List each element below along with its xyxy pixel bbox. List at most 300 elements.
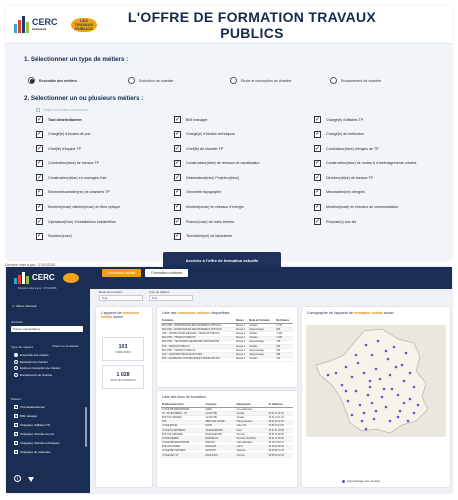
job-checkbox-label: Mécanicien(ne) d'engins xyxy=(326,190,365,195)
formations-list-card xyxy=(157,307,297,387)
map-location-dot[interactable] xyxy=(393,346,396,349)
table-cell: LYCEE DU BATIMENT xyxy=(161,428,204,432)
map-location-dot[interactable] xyxy=(413,386,416,389)
table-cell: BAC PRO - TRAVAUX PUBLICS xyxy=(161,336,235,340)
job-checkbox-item[interactable] xyxy=(36,160,174,167)
table-header-cell[interactable]: Etablissement privé xyxy=(161,403,204,408)
home-icon: ⌂ xyxy=(12,303,15,308)
table-cell: Haute-Garonne xyxy=(236,420,268,424)
sidebar-job-type-radio[interactable] xyxy=(14,373,52,377)
job-checkbox-item[interactable] xyxy=(174,204,314,211)
table-cell: BTS - GEOMETRE TOPOGRAPHE ET MODELISATION xyxy=(161,357,235,361)
checkbox[interactable]: ✓ xyxy=(36,233,43,240)
job-checkbox-label: Préposé(e) aux tirs xyxy=(326,219,357,224)
map-location-dot[interactable] xyxy=(351,376,354,379)
checkbox[interactable]: ✓ xyxy=(174,116,181,123)
checkbox[interactable]: ✓ xyxy=(174,189,181,196)
table-cell: Loire-Atlantique xyxy=(236,441,268,445)
map-location-dot[interactable] xyxy=(371,402,374,405)
checkbox[interactable]: ✓ xyxy=(14,413,18,418)
job-checkbox-label: Géomètre topographe xyxy=(186,190,222,195)
job-checkbox-label: Constructeur(trice) de réseaux de canalisation xyxy=(186,161,260,166)
checkbox[interactable]: ✓ xyxy=(36,131,43,138)
territory-label: Territoire xyxy=(11,320,24,324)
section-job-type-title: 1. Sélectionner un type de métiers : xyxy=(24,56,129,63)
map-location-dot[interactable] xyxy=(409,398,412,401)
table-cell: 1 046 xyxy=(275,336,293,340)
checkbox[interactable]: ✓ xyxy=(314,204,321,211)
ltp-mini-logo xyxy=(63,273,79,283)
map-location-dot[interactable] xyxy=(365,428,368,431)
radio-button[interactable] xyxy=(128,77,135,84)
table-cell: LYCEE PIERRE xyxy=(161,437,204,441)
job-checkbox-item[interactable] xyxy=(174,218,314,225)
table-cell: BTP CFA VENDEE xyxy=(161,416,204,420)
map-location-dot[interactable] xyxy=(327,374,330,377)
radio-label: Ensemble des métiers xyxy=(20,353,49,357)
map-location-dot[interactable] xyxy=(351,414,354,417)
table-cell: Scolaire xyxy=(248,324,275,328)
table-cell: 05 55 93 03 42 xyxy=(268,454,293,458)
table-cell: Scolaire xyxy=(248,357,275,361)
job-checkbox-item[interactable] xyxy=(36,189,174,196)
dashboard-panel xyxy=(6,267,452,493)
checkbox[interactable]: ✓ xyxy=(174,145,181,152)
sidebar-date: Dernière mise à jour : 07/01/2025 xyxy=(18,287,57,290)
table-cell: Niveau 4 xyxy=(235,340,248,344)
job-checkbox-item[interactable] xyxy=(174,131,314,138)
job-checkbox-item[interactable] xyxy=(36,233,174,240)
ltp-logo xyxy=(68,13,100,37)
sidebar-job-type-radio[interactable] xyxy=(14,353,49,357)
map-location-dot[interactable] xyxy=(409,372,412,375)
checkbox[interactable]: ✓ xyxy=(314,145,321,152)
table-cell: 02 38 21 36 40 xyxy=(268,445,293,449)
radio-label: Encadrement de chantier xyxy=(20,372,53,377)
home-menu-link[interactable] xyxy=(12,303,36,308)
map-location-dot[interactable] xyxy=(377,340,380,343)
sidebar-job-type-radio[interactable] xyxy=(14,366,61,370)
map-location-dot[interactable] xyxy=(363,412,366,415)
radio-label: Encadrement de chantier xyxy=(341,78,382,83)
job-checkbox-label: Poseur(euse) de voies ferrées xyxy=(186,219,235,224)
job-checkbox-item[interactable] xyxy=(314,160,446,167)
table-cell: 03 80 44 14 00 xyxy=(268,424,293,428)
top-header xyxy=(6,6,452,44)
table-cell: Apprentissage xyxy=(248,353,275,357)
table-header-cell[interactable]: Mode de formation xyxy=(248,319,275,324)
section-jobs-title: 2. Sélectionner un ou plusieurs métiers : xyxy=(24,95,144,102)
checkbox[interactable]: ✓ xyxy=(14,440,18,445)
job-checkbox-label: Conducteur(trice) d'engins de TP xyxy=(326,146,379,151)
map-location-dot[interactable] xyxy=(367,394,370,397)
table-cell: SIRE SUR L'ESSE xyxy=(204,420,235,424)
table-cell: 02 51 44 11 20 xyxy=(268,416,293,420)
diploma-filter-select[interactable] xyxy=(149,295,193,301)
map-location-dot[interactable] xyxy=(417,404,420,407)
ltp-logo-text: LES TRAVAUX PUBLICS xyxy=(74,17,94,31)
map-location-dot[interactable] xyxy=(355,354,358,357)
sidebar-job-label: BIM manager xyxy=(20,414,38,418)
checkbox[interactable]: ✓ xyxy=(314,174,321,181)
map-location-dot[interactable] xyxy=(363,372,366,375)
table-header-cell[interactable]: Nb d'élèves xyxy=(275,319,293,324)
job-checkbox-item[interactable] xyxy=(36,218,174,225)
jobs-label: Métiers xyxy=(11,397,22,401)
tab-formation-continue[interactable]: Formation continue xyxy=(145,269,188,277)
map-location-dot[interactable] xyxy=(347,400,350,403)
map-location-dot[interactable] xyxy=(403,380,406,383)
map-location-dot[interactable] xyxy=(395,366,398,369)
table-cell: Nord xyxy=(236,428,268,432)
radio-button[interactable] xyxy=(230,77,237,84)
map-legend-label: Apprentissage et/ou Scolaire xyxy=(347,480,381,483)
table-cell: BAC PRO - TRAVAUX PUBLICS xyxy=(161,349,235,353)
job-checkbox-item[interactable] xyxy=(174,145,314,152)
map-location-dot[interactable] xyxy=(381,396,384,399)
job-checkbox-label: Chargé(e) d'affaires TP xyxy=(326,117,364,122)
map-location-dot[interactable] xyxy=(369,380,372,383)
radio-label: Exécution de chantier xyxy=(20,359,48,364)
sidebar-job-label: Chargé(e) d'affaires TP xyxy=(20,423,50,427)
job-checkbox-label: Constructeur(trice) en ouvrages d'art xyxy=(48,175,107,180)
table-cell: 05 56 35 60 50 xyxy=(268,433,293,437)
map-card xyxy=(302,307,450,487)
sidebar-job-checkbox[interactable] xyxy=(14,441,59,445)
sidebar-logo xyxy=(14,272,79,284)
table-cell: Vendée xyxy=(236,416,268,420)
radio-button[interactable] xyxy=(14,360,18,364)
formations-table xyxy=(161,319,293,362)
table-cell: Apprentissage xyxy=(248,340,275,344)
checkbox[interactable]: ✓ xyxy=(174,233,181,240)
map-location-dot[interactable] xyxy=(385,350,388,353)
sidebar-job-label: Tout désélectionner xyxy=(20,405,46,409)
checkbox[interactable]: ✓ xyxy=(36,189,43,196)
table-cell: Vaucluse xyxy=(236,449,268,453)
mode-filter-label: Mode de formation xyxy=(99,290,123,294)
places-table xyxy=(161,403,293,458)
table-cell: Niveau 4 xyxy=(235,328,248,332)
access-offer-button[interactable]: Accéder à l'offre de formation actuelle xyxy=(163,252,281,269)
table-cell: 04 91 11 05 00 xyxy=(268,437,293,441)
table-cell: LYCEE DES TP xyxy=(161,454,204,458)
radio-label: Etude et conception de chantier xyxy=(20,366,61,370)
legend-dot-icon xyxy=(342,480,345,483)
table-cell: Scolaire xyxy=(248,344,275,348)
table-cell: Niveau 3 xyxy=(235,353,248,357)
cerc-logo-text: CERC xyxy=(32,17,58,27)
map-location-dot[interactable] xyxy=(373,418,376,421)
table-cell: EGLETONS xyxy=(204,454,235,458)
info-icon[interactable]: i xyxy=(14,475,21,482)
map-location-dot[interactable] xyxy=(389,420,392,423)
table-header-cell[interactable]: N° téléphone xyxy=(268,403,293,408)
sidebar-logo-text: CERC xyxy=(32,273,55,282)
places-list-title: Liste des lieux de formation xyxy=(162,395,206,399)
dashboard-sidebar xyxy=(6,267,90,493)
checkbox[interactable]: ✓ xyxy=(314,116,321,123)
table-cell: 05 61 42 11 52 xyxy=(268,420,293,424)
table-cell: Niveau 4 xyxy=(235,349,248,353)
map-location-dot[interactable] xyxy=(345,366,348,369)
job-checkbox-item[interactable] xyxy=(36,145,174,152)
map-card-title: Cartographie de l'appareil de formation initiale actuel xyxy=(307,311,394,315)
job-checkbox-label: Technicien(ne) de laboratoire xyxy=(186,234,233,239)
job-checkbox-label: Monteur(euse) en réseaux d'énergie xyxy=(186,205,244,210)
job-checkbox-item[interactable] xyxy=(314,204,446,211)
map-location-dot[interactable] xyxy=(369,386,372,389)
map-location-dot[interactable] xyxy=(357,362,360,365)
job-checkbox-item[interactable] xyxy=(314,131,446,138)
map-location-dot[interactable] xyxy=(361,420,364,423)
checkbox[interactable]: ✓ xyxy=(36,160,43,167)
sidebar-job-checkbox[interactable] xyxy=(14,423,50,427)
job-checkbox-item[interactable] xyxy=(36,116,174,123)
table-cell: AVIGNON xyxy=(204,449,235,453)
checkbox[interactable]: ✓ xyxy=(36,204,43,211)
table-cell: Lot-et-Garonne xyxy=(236,408,268,412)
checkbox[interactable]: ✓ xyxy=(14,431,18,436)
top-panel xyxy=(6,6,452,263)
map-location-dot[interactable] xyxy=(379,378,382,381)
map-location-dot[interactable] xyxy=(401,364,404,367)
table-cell: 04 90 86 41 00 xyxy=(268,449,293,453)
table-cell: Niveau 4 xyxy=(235,336,248,340)
checkbox[interactable]: ✓ xyxy=(314,218,321,225)
map-location-dot[interactable] xyxy=(335,372,338,375)
table-cell: LA ROCHE xyxy=(204,416,235,420)
table-cell: LYCEE DES METIERS xyxy=(161,449,204,453)
kpi-places xyxy=(102,365,144,389)
table-cell: VALENCIENNES xyxy=(204,428,235,432)
sidebar-job-checkbox[interactable] xyxy=(14,432,54,436)
map-location-dot[interactable] xyxy=(365,344,368,347)
checkbox[interactable]: ✓ xyxy=(174,204,181,211)
checkbox[interactable]: ✓ xyxy=(314,131,321,138)
job-checkbox-item[interactable] xyxy=(314,218,446,225)
job-checkbox-item[interactable] xyxy=(174,160,314,167)
table-row[interactable] xyxy=(161,454,293,458)
map-location-dot[interactable] xyxy=(345,390,348,393)
job-checkbox-item[interactable] xyxy=(174,233,314,240)
map-location-dot[interactable] xyxy=(355,390,358,393)
checkbox[interactable]: ✓ xyxy=(14,422,18,427)
checkbox[interactable]: ✓ xyxy=(314,160,321,167)
kpi-card xyxy=(96,307,152,487)
table-cell: LYCEE PROFESSIONNEL xyxy=(161,441,204,445)
tab-formation-initiale[interactable]: Formation initiale xyxy=(102,269,141,277)
table-cell: 623 xyxy=(275,349,293,353)
radio-ensemble[interactable] xyxy=(28,77,128,84)
job-checkbox-item[interactable] xyxy=(36,174,174,181)
table-cell: DIJON xyxy=(204,424,235,428)
sidebar-job-checkbox[interactable] xyxy=(14,450,51,454)
territory-select[interactable] xyxy=(11,326,83,332)
map-location-dot[interactable] xyxy=(407,420,410,423)
table-cell: Apprentissage xyxy=(248,328,275,332)
job-checkbox-label: Monteur(euse) câbleur(euse) en fibre optique xyxy=(48,205,121,210)
radio-encadrement[interactable] xyxy=(330,77,381,84)
radio-execution[interactable] xyxy=(128,77,230,84)
map-location-dot[interactable] xyxy=(397,416,400,419)
job-type-hint: Cliquez sur la sélection xyxy=(52,345,79,348)
jobs-checkbox-grid xyxy=(36,116,446,240)
cerc-logo: CERC ■■■■■■■■ xyxy=(14,13,62,37)
job-checkbox-item[interactable] xyxy=(36,204,174,211)
job-checkbox-label: Opérateur(trice) d'installations industrielles xyxy=(48,219,116,224)
table-cell: 2 734 xyxy=(275,324,293,328)
map-location-dot[interactable] xyxy=(413,412,416,415)
france-map[interactable] xyxy=(306,325,446,437)
job-checkbox-item[interactable] xyxy=(314,189,446,196)
table-header-cell[interactable]: Niveau xyxy=(235,319,248,324)
job-checkbox-label: Soudeur(euse) xyxy=(48,234,72,239)
places-list-card xyxy=(157,391,297,487)
select-hint-text: Cliquer sur métiers sélectionnés xyxy=(43,108,89,112)
table-header-cell[interactable]: Département xyxy=(236,403,268,408)
radio-button[interactable] xyxy=(330,77,337,84)
table-cell: Gironde xyxy=(236,433,268,437)
select-hint xyxy=(36,108,88,112)
table-cell: CAP - CONDUCTEUR D'ENGINS : TRAVAUX PUBLICS xyxy=(161,332,235,336)
checkbox[interactable]: ✓ xyxy=(174,131,181,138)
table-cell: 745 xyxy=(275,340,293,344)
table-cell: 412 xyxy=(275,357,293,361)
kpi-formations xyxy=(102,337,144,361)
radio-label: Étude et conception de chantier xyxy=(241,78,292,83)
map-location-dot[interactable] xyxy=(359,404,362,407)
sidebar-job-label: Chargé(e) d'études de prix xyxy=(20,432,55,436)
table-cell: 692 xyxy=(275,344,293,348)
sidebar-job-label: Chargé(e) d'études techniques xyxy=(20,441,60,445)
table-header-cell[interactable]: Commune xyxy=(204,403,235,408)
radio-button[interactable] xyxy=(14,366,18,370)
checkbox[interactable]: ✓ xyxy=(36,174,43,181)
checkbox[interactable]: ✓ xyxy=(36,145,43,152)
table-cell: Niveau 5 xyxy=(235,357,248,361)
page-title: L'OFFRE DE FORMATION TRAVAUX PUBLICS xyxy=(127,8,377,41)
job-checkbox-label: Monteur(euse) en réseaux de communication xyxy=(326,205,399,210)
checkbox[interactable]: ✓ xyxy=(14,404,18,409)
kpi-places-label: LIEUX DE FORMATION xyxy=(110,379,136,382)
table-cell: 03 27 41 23 60 xyxy=(268,428,293,432)
dashboard-tabs xyxy=(102,269,188,277)
job-checkbox-label: Conducteur(trice) de travaux TP xyxy=(48,161,100,166)
radio-button[interactable] xyxy=(28,77,35,84)
job-checkbox-item[interactable] xyxy=(174,116,314,123)
table-row[interactable] xyxy=(161,357,293,361)
job-checkbox-label: BIM manager xyxy=(186,117,208,122)
map-location-dot[interactable] xyxy=(375,368,378,371)
table-cell: BAC PRO - MAINTENANCE DES MATERIELS OPTION A xyxy=(161,324,235,328)
sidebar-bottom-icons xyxy=(14,475,34,482)
radio-button[interactable] xyxy=(14,373,18,377)
sidebar-job-checkbox[interactable] xyxy=(14,414,37,418)
table-cell: LYCEE PROFESSIONNEL xyxy=(161,408,204,412)
job-checkbox-item[interactable] xyxy=(314,116,446,123)
mode-filter-select[interactable] xyxy=(99,295,143,301)
table-cell: BAC PRO - MAINTENANCE DES MATERIELS OPTION B xyxy=(161,328,235,332)
map-location-dot[interactable] xyxy=(341,384,344,387)
table-cell: LA ROCHE xyxy=(204,412,235,416)
map-location-dot[interactable] xyxy=(391,388,394,391)
kpi-places-value: 1 028 xyxy=(116,372,130,378)
job-checkbox-label: Chargé(e) d'études de prix xyxy=(48,132,91,137)
checkbox[interactable]: ✓ xyxy=(314,189,321,196)
sidebar-job-checkbox[interactable] xyxy=(14,405,45,409)
table-cell: NANTES xyxy=(204,441,235,445)
table-header-cell[interactable]: Formation xyxy=(161,319,235,324)
table-cell: Scolaire xyxy=(248,332,275,336)
checkbox[interactable]: ✓ xyxy=(36,218,43,225)
radio-etude[interactable] xyxy=(230,77,330,84)
table-cell: Scolaire xyxy=(248,336,275,340)
checkbox[interactable]: ✓ xyxy=(14,449,18,454)
map-location-dot[interactable] xyxy=(403,402,406,405)
job-type-radio-group xyxy=(28,77,448,84)
table-cell: 02 40 73 63 71 xyxy=(268,441,293,445)
table-cell: BTP CFA GIRONDE xyxy=(161,433,204,437)
checkbox[interactable]: ✓ xyxy=(36,116,43,123)
kpi-formations-label: FORMATIONS xyxy=(115,351,131,354)
checkbox[interactable]: ✓ xyxy=(174,160,181,167)
checkbox[interactable]: ✓ xyxy=(174,174,181,181)
job-checkbox-item[interactable] xyxy=(36,131,174,138)
table-cell: CAP - CONSTRUCTEUR DE ROUTES xyxy=(161,353,235,357)
map-location-dot[interactable] xyxy=(371,354,374,357)
sidebar-job-label: Chargé(e) de méthodes xyxy=(20,450,51,454)
sidebar-scrollbar[interactable] xyxy=(85,407,87,447)
map-location-dot[interactable] xyxy=(383,388,386,391)
map-location-dot[interactable] xyxy=(387,358,390,361)
update-note: Dernière mise à jour : 07/01/2025 xyxy=(5,263,56,267)
table-cell: Bouches-du-Rhône xyxy=(236,437,268,441)
table-cell: Vendée xyxy=(236,412,268,416)
table-cell: Niveau 4 xyxy=(235,324,248,328)
job-type-label: Type de métiers xyxy=(11,345,34,349)
formations-list-title: Liste des formations initiales disponibles xyxy=(162,311,230,315)
job-checkbox-item[interactable] xyxy=(174,174,314,181)
job-checkbox-item[interactable] xyxy=(174,189,314,196)
diploma-filter-label: Type de diplôme xyxy=(149,290,170,294)
sidebar-job-type-radio[interactable] xyxy=(14,360,48,364)
job-checkbox-label: Chargé(e) d'études techniques xyxy=(186,132,236,137)
kpi-formations-value: 103 xyxy=(118,344,128,350)
radio-label: Ensemble des métiers xyxy=(39,78,77,83)
diploma-filter-value: Tout xyxy=(152,296,158,300)
job-checkbox-item[interactable] xyxy=(314,145,446,152)
map-location-dot[interactable] xyxy=(397,394,400,397)
job-checkbox-item[interactable] xyxy=(314,174,446,181)
map-location-dot[interactable] xyxy=(399,410,402,413)
filter-icon[interactable] xyxy=(27,475,34,482)
job-checkbox-label: Directeur(trice) de travaux TP xyxy=(326,175,374,180)
table-cell: AGEN xyxy=(204,408,235,412)
radio-button[interactable] xyxy=(14,353,18,357)
checkbox[interactable]: ✓ xyxy=(174,218,181,225)
map-location-dot[interactable] xyxy=(389,374,392,377)
table-cell: 498 xyxy=(275,353,293,357)
table-cell: 906 xyxy=(275,328,293,332)
map-location-dot[interactable] xyxy=(405,352,408,355)
table-cell: BTS - TRAVAUX PUBLICS xyxy=(161,344,235,348)
table-cell: Loiret xyxy=(236,445,268,449)
map-location-dot[interactable] xyxy=(375,410,378,413)
home-menu-label: Menu d'accueil xyxy=(16,303,37,308)
territory-value: France métropolitaine xyxy=(13,327,41,331)
map-location-dot[interactable] xyxy=(385,406,388,409)
